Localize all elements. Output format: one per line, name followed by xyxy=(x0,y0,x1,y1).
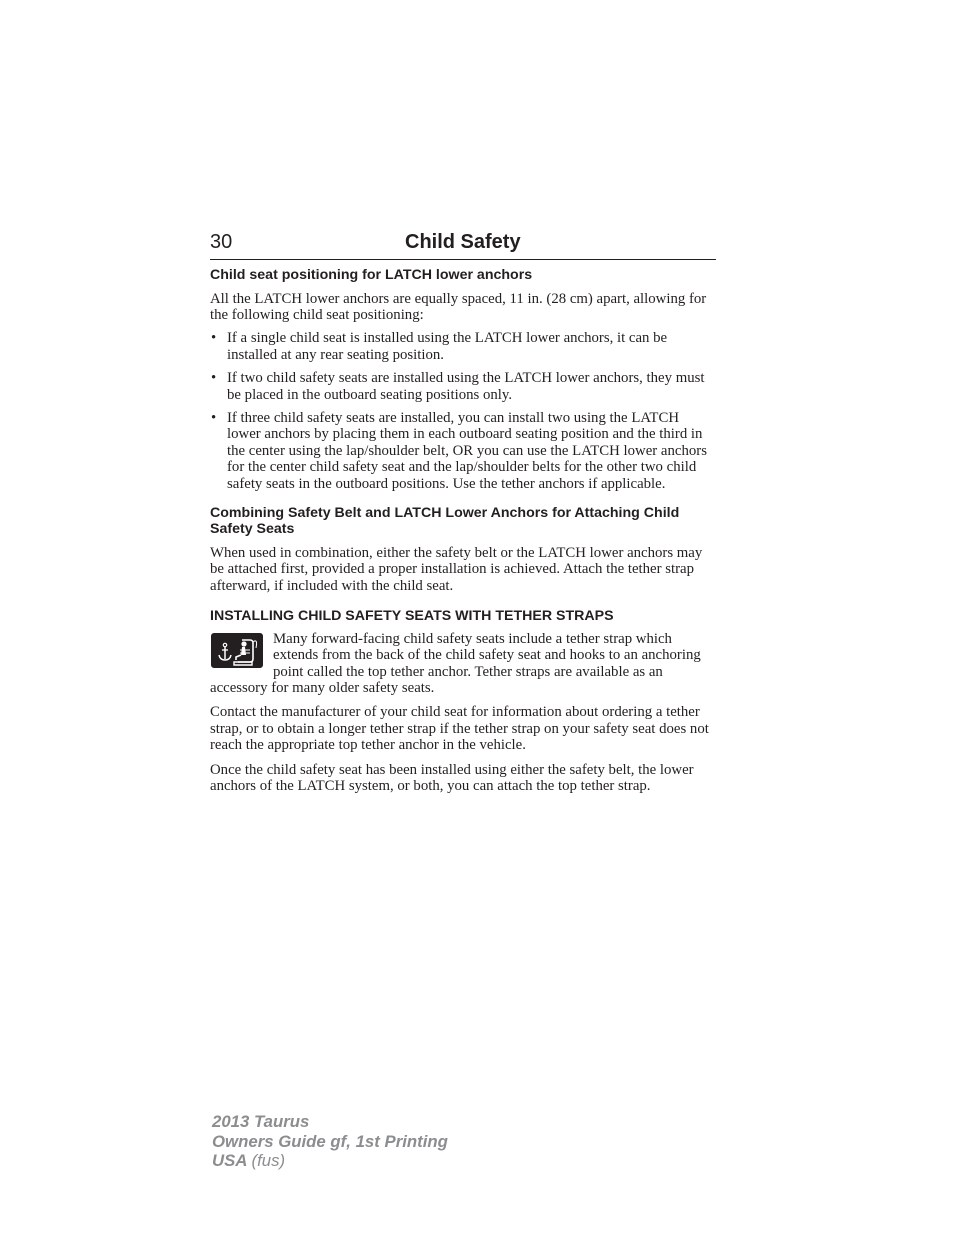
latch-positioning-heading: Child seat positioning for LATCH lower anchors xyxy=(210,267,533,283)
latch-positioning-list xyxy=(210,330,716,492)
tether-straps-heading: INSTALLING CHILD SAFETY SEATS WITH TETHER STRAPS xyxy=(210,608,614,625)
combining-belt-latch-body: When used in combination, either the safety belt or the LATCH lower anchors may be attached first, provided a proper installation is achieved. Attach the tether strap afterward, if included with the child seat. xyxy=(210,544,703,594)
page-header xyxy=(210,229,716,260)
latch-positioning-intro: All the LATCH lower anchors are equally spaced, 11 in. (28 cm) apart, allowing for the following child seat positioning: xyxy=(210,290,707,323)
page-number: 30 xyxy=(210,231,233,253)
list-item xyxy=(210,410,716,492)
bullet-icon: • xyxy=(211,330,217,347)
footer-region xyxy=(212,1151,448,1171)
footer-print-info xyxy=(212,1112,448,1171)
tether-attach-instructions: Once the child safety seat has been installed using either the safety belt, the lower anchors of the LATCH system, or both, you can attach the top tether strap. xyxy=(210,761,694,794)
footer-model: 2013 Taurus xyxy=(212,1112,310,1131)
chapter-title: Child Safety xyxy=(405,231,521,253)
tether-contact-manufacturer: Contact the manufacturer of your child seat for information about ordering a tether strap, or to obtain a longer tether strap if the tether strap on your safety seat does not reach the appropriate top tether anchor in the vehicle. xyxy=(210,704,709,754)
list-item xyxy=(210,370,716,403)
list-item xyxy=(210,330,716,363)
bullet-icon: • xyxy=(211,370,217,387)
page-content xyxy=(210,267,716,794)
tether-intro-text: Many forward-facing child safety seats include a tether strap which extends from the back of the child safety seat and hooks to an anchoring point called the top tether anchor. Tether straps are available as an accessory for many older safety seats. xyxy=(210,630,701,696)
list-item-text: If a single child seat is installed using the LATCH lower anchors, it can be installed at any rear seating position. xyxy=(227,330,668,363)
tether-intro-block xyxy=(210,631,716,697)
combining-belt-latch-heading: Combining Safety Belt and LATCH Lower Anchors for Attaching Child Safety Seats xyxy=(210,504,680,538)
bullet-icon: • xyxy=(211,409,217,426)
child-seat-tether-anchor-icon xyxy=(211,633,263,668)
footer-guide: Owners Guide gf, 1st Printing xyxy=(212,1131,448,1151)
list-item-text: If three child safety seats are installed, you can install two using the LATCH lower anchors by placing them in each outboard seating position and the third in the center using the lap/shoulder belt, OR you can use the LATCH lower anchors for the center child safety seat and the lap/shoulder belts for the other two child safety seats in the outboard positions. Use the tether anchors if applicable. xyxy=(227,409,707,492)
list-item-text: If two child safety seats are installed using the LATCH lower anchors, they must be placed in the outboard seating positions only. xyxy=(227,370,705,403)
footer-market-code: (fus) xyxy=(251,1151,286,1170)
footer-region-code: USA xyxy=(212,1151,247,1170)
